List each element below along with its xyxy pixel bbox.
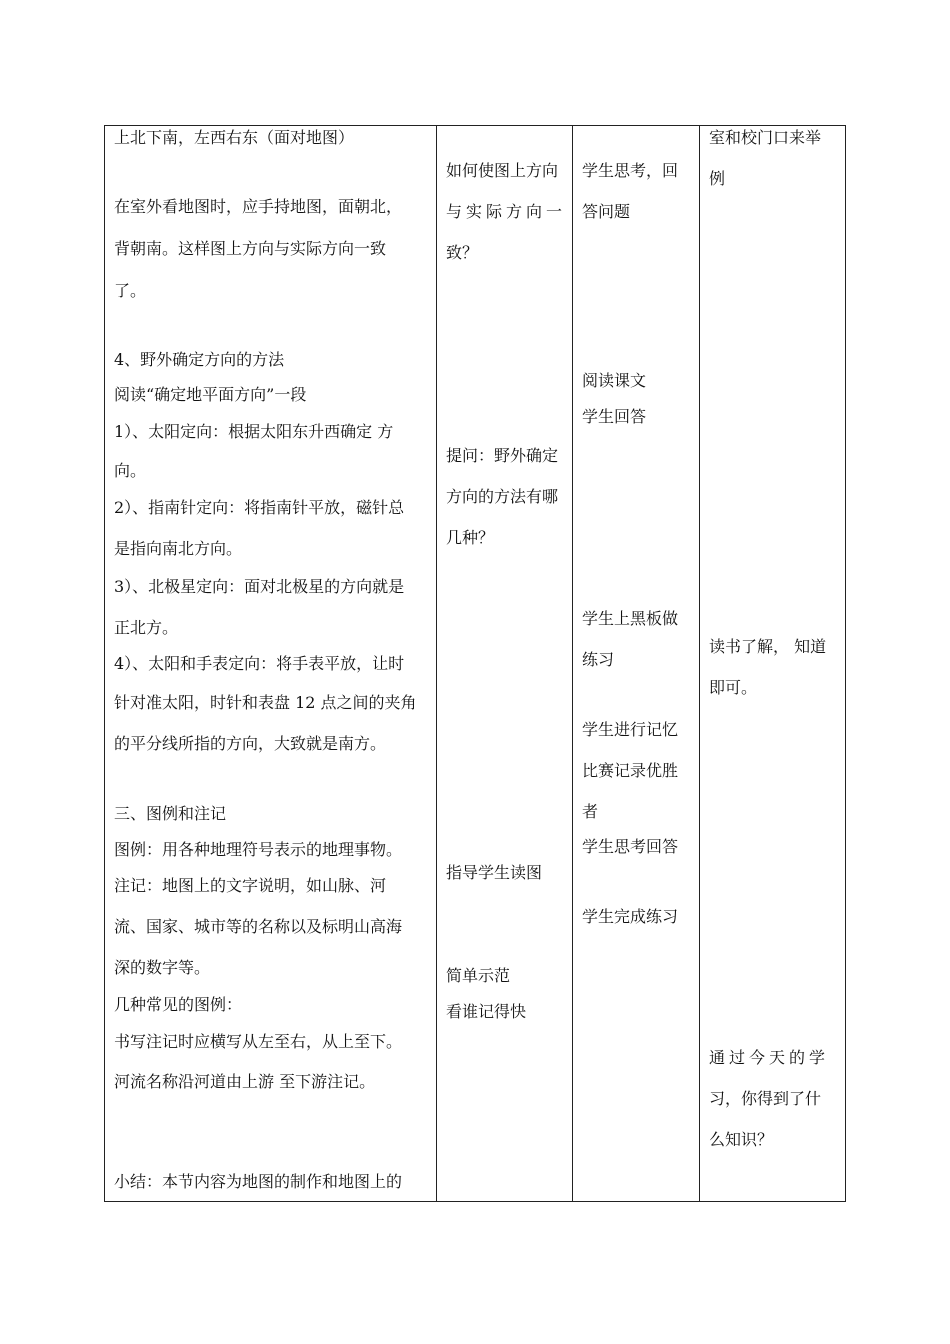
student-line: 学生回答 (582, 407, 647, 426)
content-line: 3）、北极星定向：面对北极星的方向就是 (114, 577, 405, 596)
content-line: 深的数字等。 (114, 958, 211, 977)
note-line: 室和校门口来举 (709, 128, 822, 147)
content-line: 2）、指南针定向：将指南针平放，磁针总 (114, 498, 405, 517)
note-line: 读书了解， 知道 (709, 637, 827, 656)
note-line: 即可。 (709, 678, 758, 697)
content-line: 在室外看地图时，应手持地图，面朝北， (114, 197, 403, 216)
note-line: 习，你得到了什 (709, 1089, 822, 1108)
content-line: 1）、太阳定向：根据太阳东升西确定 方 (114, 422, 394, 441)
student-line: 答问题 (582, 202, 631, 221)
student-line: 阅读课文 (582, 371, 647, 390)
content-line: 向。 (114, 461, 147, 480)
teacher-line: 指导学生读图 (446, 863, 543, 882)
note-line: 通过今天的学 (709, 1048, 830, 1067)
content-line: 小结：本节内容为地图的制作和地图上的 (114, 1172, 403, 1191)
content-line: 河流名称沿河道由上游 至下游注记。 (114, 1072, 376, 1091)
student-line: 者 (582, 802, 599, 821)
column-divider (699, 126, 700, 1201)
teacher-line: 致？ (446, 243, 479, 262)
teacher-line: 简单示范 (446, 966, 511, 985)
content-line: 是指向南北方向。 (114, 539, 243, 558)
student-line: 比赛记录优胜 (582, 761, 679, 780)
teacher-line: 如何使图上方向 (446, 161, 559, 180)
teacher-line: 方向的方法有哪 (446, 487, 559, 506)
student-line: 学生思考，回 (582, 161, 679, 180)
section-heading: 4、野外确定方向的方法 (114, 350, 285, 369)
content-line: 正北方。 (114, 618, 179, 637)
content-line: 图例：用各种地理符号表示的地理事物。 (114, 840, 403, 859)
content-line: 上北下南，左西右东（面对地图） (114, 128, 355, 147)
student-line: 学生进行记忆 (582, 720, 679, 739)
content-line: 4）、太阳和手表定向：将手表平放，让时 (114, 654, 405, 673)
column-divider (572, 126, 573, 1201)
student-line: 学生上黑板做 (582, 609, 679, 628)
content-line: 阅读“确定地平面方向”一段 (114, 385, 307, 404)
content-line: 了。 (114, 281, 147, 300)
teacher-line: 几种？ (446, 528, 495, 547)
content-line: 流、国家、城市等的名称以及标明山高海 (114, 917, 403, 936)
column-divider (436, 126, 437, 1201)
note-line: 例 (709, 169, 726, 188)
student-line: 学生完成练习 (582, 907, 679, 926)
section-heading: 三、图例和注记 (114, 804, 227, 823)
content-line: 注记：地图上的文字说明，如山脉、河 (114, 876, 387, 895)
teacher-line: 看谁记得快 (446, 1002, 527, 1021)
note-line: 么知识？ (709, 1130, 774, 1149)
teacher-line: 与实际方向一 (446, 202, 567, 221)
content-line: 几种常见的图例： (114, 995, 243, 1014)
student-line: 练习 (582, 650, 615, 669)
teacher-line: 提问：野外确定 (446, 446, 559, 465)
content-line: 背朝南。这样图上方向与实际方向一致 (114, 239, 387, 258)
content-line: 的平分线所指的方向，大致就是南方。 (114, 734, 387, 753)
student-line: 学生思考回答 (582, 837, 679, 856)
content-line: 针对准太阳，时针和表盘 12 点之间的夹角 (114, 693, 417, 712)
content-line: 书写注记时应横写从左至右，从上至下。 (114, 1032, 403, 1051)
